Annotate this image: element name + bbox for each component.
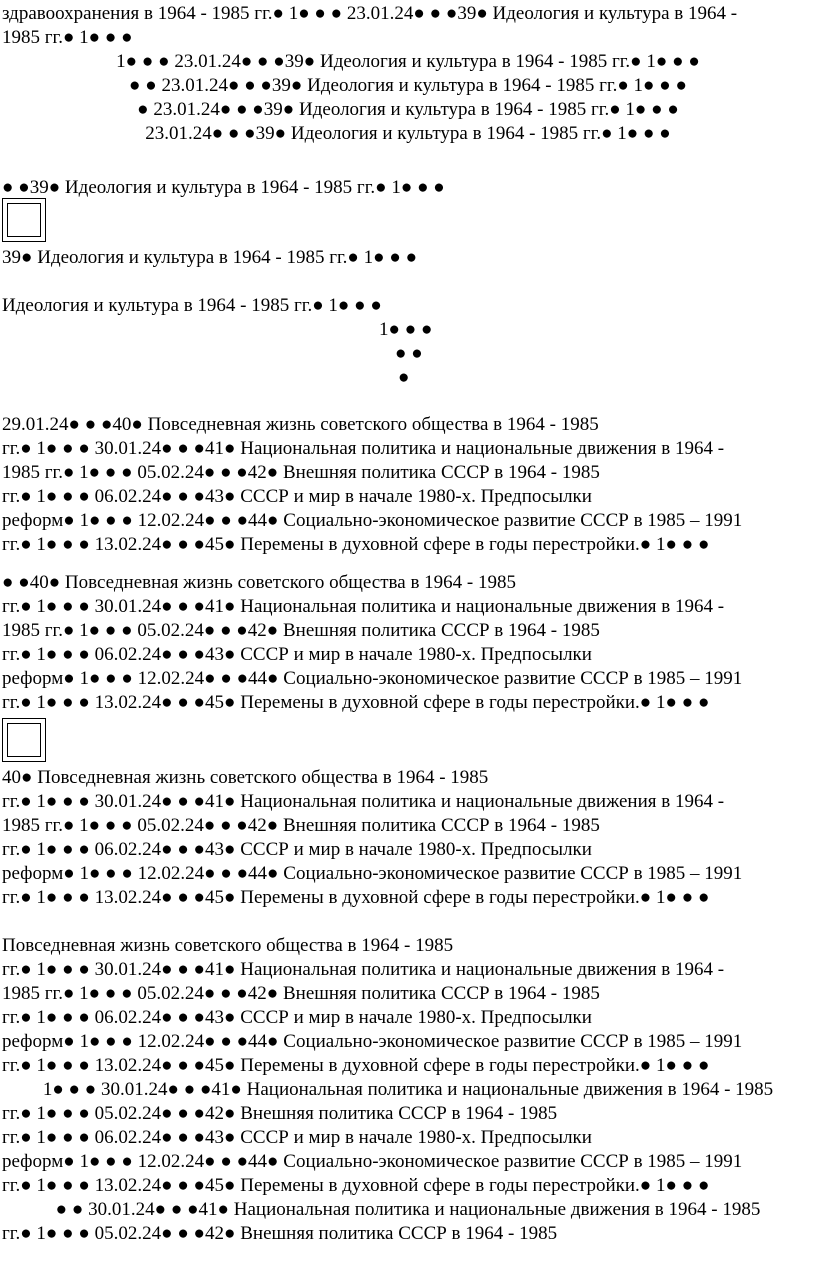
text-line: гг.● 1● ● ● 13.02.24● ● ●45● Перемены в духовной сфере в годы перестройки.● 1● ● ● [2, 887, 710, 908]
text-line: гг.● 1● ● ● 30.01.24● ● ●41● Национальная политика и национальные движения в 1964 - [2, 791, 725, 812]
text-line: реформ● 1● ● ● 12.02.24● ● ●44● Социально-экономическое развитие СССР в 1985 – 1991 [2, 668, 743, 689]
text-line: гг.● 1● ● ● 06.02.24● ● ●43● СССР и мир в начале 1980-х. Предпосылки [2, 644, 592, 665]
text-line: реформ● 1● ● ● 12.02.24● ● ●44● Социально-экономическое развитие СССР в 1985 – 1991 [2, 863, 743, 884]
text-line: ● ● [395, 343, 423, 364]
text-line: гг.● 1● ● ● 30.01.24● ● ●41● Национальная политика и национальные движения в 1964 - [2, 959, 725, 980]
text-line: гг.● 1● ● ● 13.02.24● ● ●45● Перемены в духовной сфере в годы перестройки.● 1● ● ● [2, 1055, 710, 1076]
text-line: ● ●39● Идеология и культура в 1964 - 1985 гг.● 1● ● ● [2, 177, 445, 198]
text-line: 1985 гг.● 1● ● ● 05.02.24● ● ●42● Внешняя политика СССР в 1964 - 1985 [2, 983, 600, 1004]
text-line: гг.● 1● ● ● 30.01.24● ● ●41● Национальная политика и национальные движения в 1964 - [2, 438, 725, 459]
text-line: ● ●40● Повседневная жизнь советского общества в 1964 - 1985 [2, 572, 516, 593]
text-line: реформ● 1● ● ● 12.02.24● ● ●44● Социально-экономическое развитие СССР в 1985 – 1991 [2, 1151, 743, 1172]
text-line: Идеология и культура в 1964 - 1985 гг.● 1● ● ● [2, 295, 382, 316]
text-line: 1985 гг.● 1● ● ● 05.02.24● ● ●42● Внешняя политика СССР в 1964 - 1985 [2, 815, 600, 836]
image-placeholder-icon [2, 718, 46, 762]
text-line: 23.01.24● ● ●39● Идеология и культура в 1964 - 1985 гг.● 1● ● ● [145, 123, 671, 144]
text-line: гг.● 1● ● ● 05.02.24● ● ●42● Внешняя политика СССР в 1964 - 1985 [2, 1103, 558, 1124]
text-line: 1985 гг.● 1● ● ● [2, 27, 133, 48]
text-line: 1● ● ● 30.01.24● ● ●41● Национальная политика и национальные движения в 1964 - 1985 [42, 1079, 774, 1100]
text-line: 39● Идеология и культура в 1964 - 1985 гг.● 1● ● ● [2, 247, 418, 268]
text-line: 1985 гг.● 1● ● ● 05.02.24● ● ●42● Внешняя политика СССР в 1964 - 1985 [2, 620, 600, 641]
text-line: реформ● 1● ● ● 12.02.24● ● ●44● Социально-экономическое развитие СССР в 1985 – 1991 [2, 510, 743, 531]
text-line: гг.● 1● ● ● 30.01.24● ● ●41● Национальная политика и национальные движения в 1964 - [2, 596, 725, 617]
text-line: гг.● 1● ● ● 13.02.24● ● ●45● Перемены в духовной сфере в годы перестройки.● 1● ● ● [2, 692, 710, 713]
text-line: ● [398, 367, 410, 388]
text-line: гг.● 1● ● ● 06.02.24● ● ●43● СССР и мир в начале 1980-х. Предпосылки [2, 839, 592, 860]
text-line: гг.● 1● ● ● 13.02.24● ● ●45● Перемены в духовной сфере в годы перестройки.● 1● ● ● [2, 1175, 710, 1196]
text-line: ● ● 23.01.24● ● ●39● Идеология и культура в 1964 - 1985 гг.● 1● ● ● [129, 75, 687, 96]
text-line: 1● ● ● 23.01.24● ● ●39● Идеология и культура в 1964 - 1985 гг.● 1● ● ● [116, 51, 700, 72]
text-line: гг.● 1● ● ● 06.02.24● ● ●43● СССР и мир в начале 1980-х. Предпосылки [2, 1127, 592, 1148]
text-line: гг.● 1● ● ● 05.02.24● ● ●42● Внешняя политика СССР в 1964 - 1985 [2, 1223, 558, 1244]
text-line: 1985 гг.● 1● ● ● 05.02.24● ● ●42● Внешняя политика СССР в 1964 - 1985 [2, 462, 600, 483]
text-line: Повседневная жизнь советского общества в 1964 - 1985 [2, 935, 454, 956]
text-line: 1● ● ● [379, 319, 433, 340]
text-line: 29.01.24● ● ●40● Повседневная жизнь советского общества в 1964 - 1985 [2, 414, 599, 435]
text-line: гг.● 1● ● ● 06.02.24● ● ●43● СССР и мир в начале 1980-х. Предпосылки [2, 1007, 592, 1028]
text-line: 40● Повседневная жизнь советского общества в 1964 - 1985 [2, 767, 489, 788]
text-line: ● 23.01.24● ● ●39● Идеология и культура в 1964 - 1985 гг.● 1● ● ● [137, 99, 679, 120]
text-line: реформ● 1● ● ● 12.02.24● ● ●44● Социально-экономическое развитие СССР в 1985 – 1991 [2, 1031, 743, 1052]
text-line: гг.● 1● ● ● 06.02.24● ● ●43● СССР и мир в начале 1980-х. Предпосылки [2, 486, 592, 507]
text-line: ● ● 30.01.24● ● ●41● Национальная политика и национальные движения в 1964 - 1985 [55, 1199, 761, 1220]
text-line: здравоохранения в 1964 - 1985 гг.● 1● ● ● 23.01.24● ● ●39● Идеология и культура в 1964 - [2, 3, 738, 24]
text-line: гг.● 1● ● ● 13.02.24● ● ●45● Перемены в духовной сфере в годы перестройки.● 1● ● ● [2, 534, 710, 555]
image-placeholder-icon [2, 198, 46, 242]
